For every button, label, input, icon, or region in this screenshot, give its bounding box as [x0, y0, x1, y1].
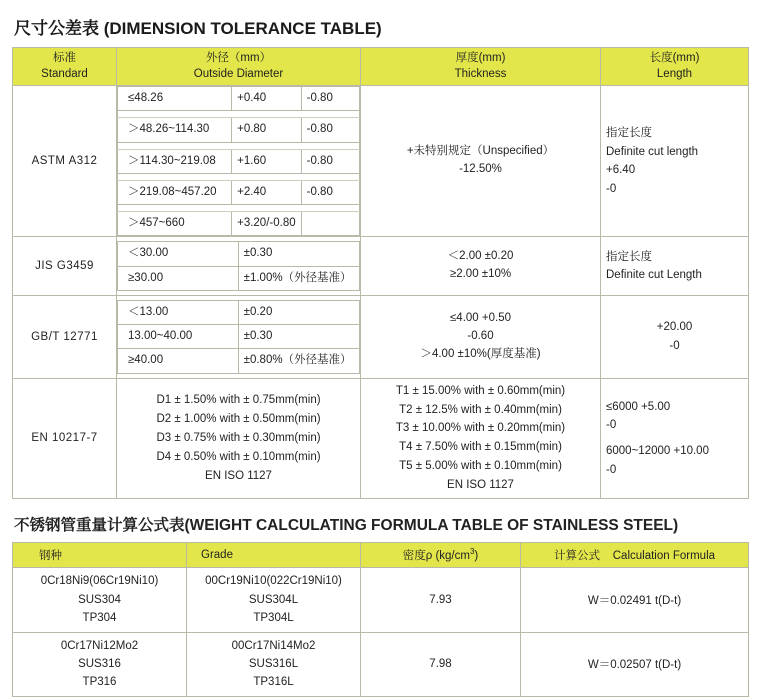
od-size: ＞219.08~457.20	[118, 180, 232, 204]
header-od-cn: 外径（mm）	[205, 52, 272, 64]
od-subrow	[118, 87, 360, 111]
header-grade-en: Grade	[187, 543, 361, 568]
od-subrow	[118, 212, 360, 236]
grade-left-316	[13, 632, 187, 696]
row-thickness-jis	[361, 237, 601, 296]
header-density	[361, 543, 521, 568]
od-plus: ±0.30	[238, 325, 359, 349]
page-title-weight-formula	[14, 513, 748, 535]
grade-line: TP304	[82, 612, 117, 625]
od-separator	[118, 111, 360, 118]
od-size: ≥40.00	[118, 349, 239, 373]
row-standard-jis: JIS G3459	[13, 237, 117, 296]
table-row	[13, 295, 749, 378]
od-subrow	[118, 300, 360, 324]
length-line: -0	[606, 419, 617, 432]
header-standard-en: Standard	[41, 67, 88, 80]
header-standard-cn: 标准	[53, 52, 76, 64]
grade-line: 0Cr18Ni9(06Cr19Ni10)	[40, 575, 159, 588]
od-size: ＞48.26~114.30	[118, 118, 232, 142]
page-title-cn: 尺寸公差表	[14, 19, 99, 38]
length-line: ≤6000 +5.00	[606, 400, 671, 413]
header-density-cn: 密度ρ (kg/cm	[402, 550, 470, 563]
grade-line: SUS304L	[248, 593, 299, 606]
od-plus: ±0.30	[238, 242, 359, 266]
grade-line: SUS304	[78, 593, 121, 606]
od-size: 13.00~40.00	[118, 325, 239, 349]
page-title-dimension-tolerance	[14, 14, 748, 39]
row-length-gbt	[601, 295, 749, 378]
od-separator	[118, 142, 360, 149]
od-line: D4 ± 0.50% with ± 0.10mm(min)	[156, 450, 321, 463]
od-size: ≤48.26	[118, 87, 232, 111]
formula-316: W＝0.02507 t(D-t)	[521, 632, 749, 696]
od-line: D2 ± 1.00% with ± 0.50mm(min)	[156, 412, 321, 425]
header-length	[601, 48, 749, 86]
od-size: ＞114.30~219.08	[118, 149, 232, 173]
header-outside-diameter	[117, 48, 361, 86]
header-formula-en: Calculation Formula	[612, 550, 716, 563]
length-line: -0	[606, 463, 617, 476]
grade-line: TP316	[82, 676, 117, 689]
od-size: ＜30.00	[118, 242, 239, 266]
length-line: 6000~12000 +10.00	[606, 445, 709, 458]
header-formula	[521, 543, 749, 568]
thickness-line: ＜2.00 ±0.20	[447, 250, 514, 263]
header-formula-cn: 计算公式	[553, 550, 600, 563]
length-line: Definite cut Length	[606, 269, 702, 282]
weight-formula-table	[12, 542, 749, 696]
thickness-line: T1 ± 15.00% with ± 0.60mm(min)	[395, 384, 566, 397]
od-subrow	[118, 266, 360, 290]
length-line: +6.40	[606, 164, 636, 177]
od-subrow	[118, 349, 360, 373]
od-subrow	[118, 118, 360, 142]
length-line: 指定长度	[606, 250, 652, 263]
od-subrow	[118, 242, 360, 266]
od-plus: +2.40	[232, 180, 302, 204]
header-standard	[13, 48, 117, 86]
thickness-line: T5 ± 5.00% with ± 0.10mm(min)	[399, 460, 562, 473]
thickness-line: ≥2.00 ±10%	[449, 268, 512, 281]
header-density-sup: 3	[469, 547, 475, 557]
length-line: +20.00	[656, 321, 693, 334]
od-subrow	[118, 325, 360, 349]
od-plus: ±0.20	[238, 300, 359, 324]
grade-left-304	[13, 568, 187, 632]
od-line: D1 ± 1.50% with ± 0.75mm(min)	[156, 394, 321, 407]
grade-line: 00Cr19Ni10(022Cr19Ni10)	[205, 575, 342, 588]
thickness-line: T3 ± 10.00% with ± 0.20mm(min)	[395, 422, 566, 435]
grade-line: SUS316	[78, 657, 121, 670]
table-row	[13, 378, 749, 499]
row-length-en	[601, 378, 749, 499]
od-subrow	[118, 180, 360, 204]
table2-header-row	[13, 543, 749, 568]
table-row	[13, 237, 749, 296]
od-subtable-astm	[117, 86, 360, 236]
density-304: 7.93	[361, 568, 521, 632]
grade-right-316l	[187, 632, 361, 696]
header-thickness-cn: 厚度(mm)	[455, 52, 506, 64]
od-minus	[301, 212, 359, 236]
thickness-line: -0.60	[467, 329, 494, 342]
grade-line: SUS316L	[248, 657, 299, 670]
row-od-astm	[117, 86, 361, 237]
od-size: ＞457~660	[118, 212, 232, 236]
page-title2-cn: 不锈钢管重量计算公式表	[14, 517, 185, 535]
thickness-line: ＞4.00 ±10%(厚度基准)	[420, 347, 541, 360]
header-density-end: )	[474, 550, 479, 563]
grade-line: TP304L	[253, 612, 294, 625]
length-line: -0	[606, 182, 617, 195]
table2-row	[13, 632, 749, 696]
od-minus: -0.80	[301, 180, 359, 204]
page-title2-en: (WEIGHT CALCULATING FORMULA TABLE OF STAINLESS STEEL)	[184, 517, 679, 535]
grade-line: 00Cr17Ni14Mo2	[231, 639, 316, 652]
od-plus: +0.80	[232, 118, 302, 142]
od-minus: -0.80	[301, 87, 359, 111]
row-length-astm	[601, 86, 749, 237]
od-subtable-gbt	[117, 300, 360, 374]
thickness-line: T2 ± 12.5% with ± 0.40mm(min)	[399, 403, 562, 416]
table-header-row	[13, 48, 749, 86]
od-size: ≥30.00	[118, 266, 239, 290]
density-316: 7.98	[361, 632, 521, 696]
page-title-en: (DIMENSION TOLERANCE TABLE)	[103, 19, 382, 38]
od-plus: +3.20/-0.80	[232, 212, 302, 236]
od-plus: +1.60	[232, 149, 302, 173]
header-length-en: Length	[656, 67, 693, 80]
header-od-en: Outside Diameter	[193, 67, 284, 80]
thickness-line: -12.50%	[459, 163, 502, 176]
row-od-jis	[117, 237, 361, 296]
thickness-line: EN ISO 1127	[447, 479, 514, 492]
od-minus: -0.80	[301, 118, 359, 142]
thickness-line: +未特别规定（Unspecified）	[406, 145, 555, 158]
od-plus: ±1.00%（外径基准）	[238, 266, 359, 290]
row-od-gbt	[117, 295, 361, 378]
od-subtable-jis	[117, 241, 360, 291]
thickness-line: T4 ± 7.50% with ± 0.15mm(min)	[399, 441, 562, 454]
table-row	[13, 86, 749, 237]
row-standard-en: EN 10217-7	[13, 378, 117, 499]
header-thickness	[361, 48, 601, 86]
length-line: 指定长度	[606, 127, 652, 140]
row-standard-astm: ASTM A312	[13, 86, 117, 237]
row-thickness-en	[361, 378, 601, 499]
table2-row	[13, 568, 749, 632]
formula-304: W＝0.02491 t(D-t)	[521, 568, 749, 632]
row-thickness-astm	[361, 86, 601, 237]
row-thickness-gbt	[361, 295, 601, 378]
row-standard-gbt: GB/T 12771	[13, 295, 117, 378]
od-separator	[118, 205, 360, 212]
header-grade-cn: 钢种	[13, 543, 187, 568]
od-subrow	[118, 149, 360, 173]
grade-line: TP316L	[253, 676, 294, 689]
od-line: EN ISO 1127	[205, 469, 272, 482]
grade-line: 0Cr17Ni12Mo2	[60, 639, 139, 652]
od-plus: ±0.80%（外径基准）	[238, 349, 359, 373]
row-od-en	[117, 378, 361, 499]
header-length-cn: 长度(mm)	[649, 52, 700, 64]
length-line: -0	[669, 339, 680, 352]
od-separator	[118, 173, 360, 180]
length-line: Definite cut length	[606, 145, 699, 158]
header-thickness-en: Thickness	[454, 67, 507, 80]
row-length-jis	[601, 237, 749, 296]
od-plus: +0.40	[232, 87, 302, 111]
od-minus: -0.80	[301, 149, 359, 173]
dimension-tolerance-table	[12, 47, 749, 499]
od-size: ＜13.00	[118, 300, 239, 324]
od-line: D3 ± 0.75% with ± 0.30mm(min)	[156, 431, 321, 444]
grade-right-304l	[187, 568, 361, 632]
thickness-line: ≤4.00 +0.50	[450, 311, 511, 324]
